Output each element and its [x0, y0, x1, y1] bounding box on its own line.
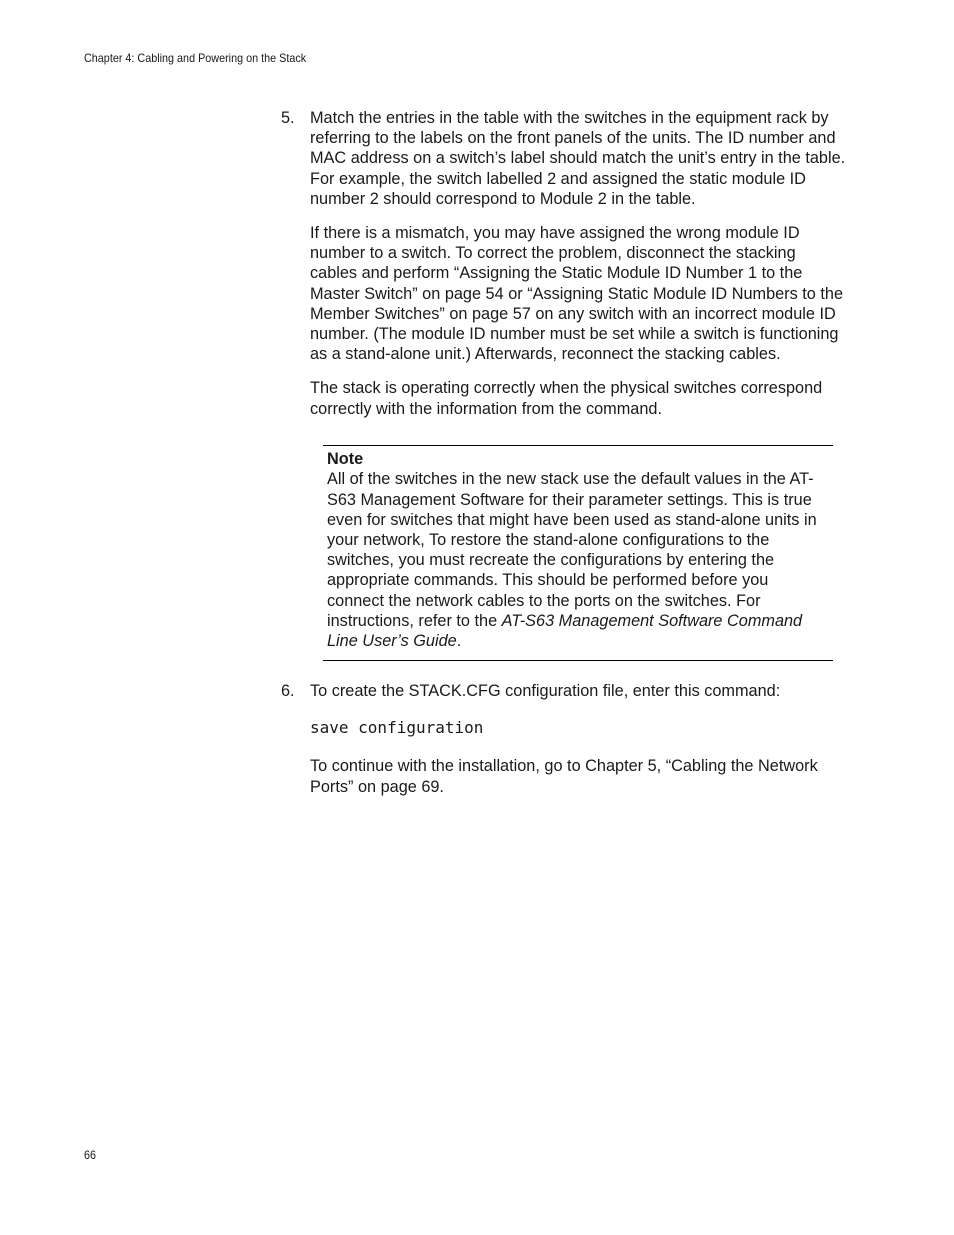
step-5 [281, 108, 847, 419]
main-content [281, 108, 847, 797]
continue-paragraph: To continue with the installation, go to Chapter 5, “Cabling the Network Ports” on page 69. [310, 757, 818, 796]
note-title: Note [327, 449, 364, 468]
guide-title: AT-S63 Management Software Command Line User’s Guide [327, 611, 803, 650]
step-number: 5. [281, 109, 295, 127]
step-number: 6. [281, 682, 295, 701]
running-head: Chapter 4: Cabling and Powering on the Stack [84, 51, 307, 65]
step-6 [281, 681, 847, 797]
note-body [327, 469, 829, 651]
stack-operating-paragraph: The stack is operating correctly when the physical switches correspond correctly with the information from the command. [310, 379, 823, 418]
step-6-text: To create the STACK.CFG configuration file, enter this command: [310, 682, 781, 701]
command-code: save configuration [310, 718, 484, 738]
note-end: . [456, 631, 462, 650]
note-text: All of the switches in the new stack use the default values in the AT-S63 Management Software for their parameter settings. This is true even for switches that might have been used as stand-alone units in your network, To restore the stand-alone configurations to the switches, you must recreate the configurations by entering the appropriate commands. This should be performed before you connect the network cables to the ports on the switches. For instructions, refer to the [327, 470, 817, 630]
step-5-text: Match the entries in the table with the switches in the equipment rack by referring to the labels on the front panels of the units. The ID number and MAC address on a switch’s label should match the unit’s entry in the table. For example, the switch labelled 2 and assigned the static module ID number 2 should correspond to Module 2 in the table. [310, 109, 846, 208]
note-box [323, 445, 833, 661]
page-number: 66 [84, 1148, 97, 1162]
mismatch-paragraph: If there is a mismatch, you may have assigned the wrong module ID number to a switch. To correct the problem, disconnect the stacking cables and perform “Assigning the Static Module ID Number 1 to the Master Switch” on page 54 or “Assigning Static Module ID Numbers to the Member Switches” on page 57 on any switch with an incorrect module ID number. (The module ID number must be set while a switch is functioning as a stand-alone unit.) Afterwards, reconnect the stacking cables. [310, 224, 844, 364]
